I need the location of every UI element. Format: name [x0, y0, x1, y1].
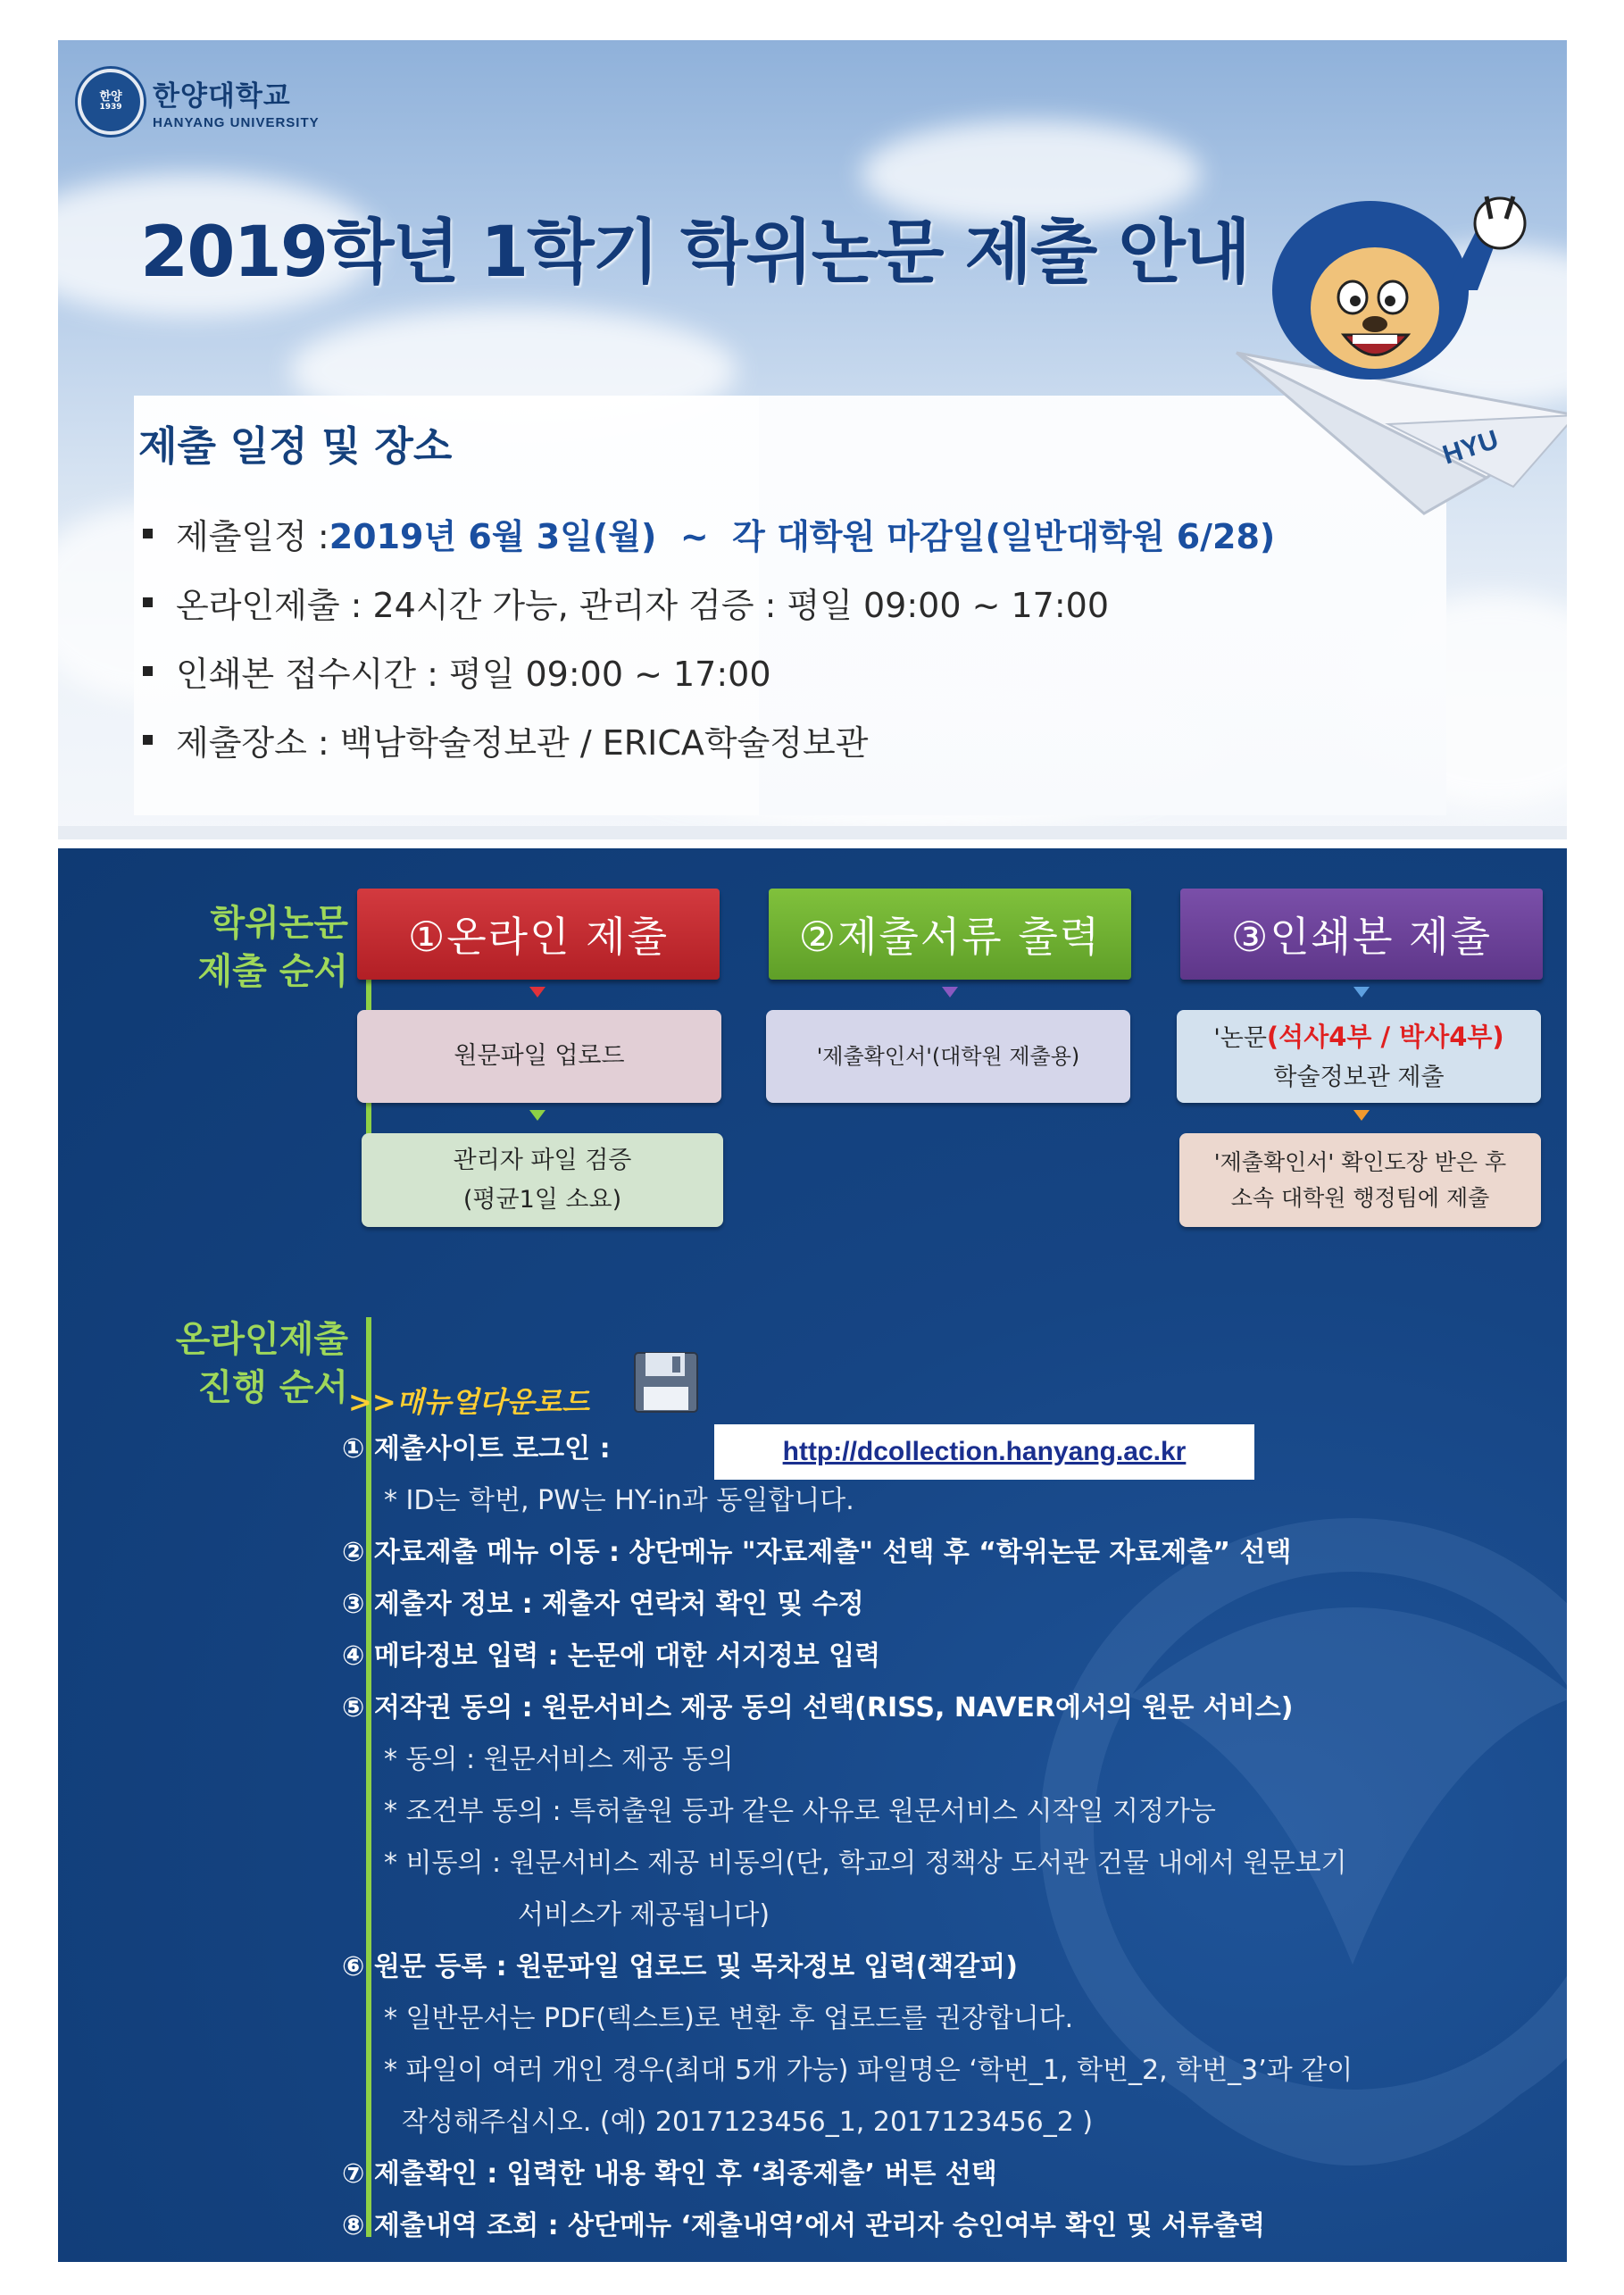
step-upload-box: 원문파일 업로드: [357, 1010, 721, 1103]
bullet-icon: [143, 735, 153, 745]
step-print-docs-header: ②제출서류 출력: [769, 889, 1131, 980]
online-step-note: * 일반문서는 PDF(텍스트)로 변환 후 업로드를 권장합니다.: [384, 2003, 1074, 2034]
online-step-line: ⑥ 원문 등록 : 원문파일 업로드 및 목차정보 입력(책갈피): [342, 1951, 1018, 1982]
logo-name-korean: 한양대학교: [153, 80, 291, 113]
online-step-note: * ID는 학번, PW는 HY-in과 동일합니다.: [384, 1485, 854, 1516]
dcollection-url-box[interactable]: [714, 1424, 1254, 1480]
lion-mascot-icon: [1219, 192, 1567, 531]
schedule-item-date: 제출일정 : 2019년 6월 3일(월) ~ 각 대학원 마감일(일반대학원 6/28): [143, 509, 1275, 558]
online-step-note: 작성해주십시오. (예) 2017123456_1, 2017123456_2 ): [402, 2107, 1094, 2138]
online-step-line: ③ 제출자 정보 : 제출자 연락처 확인 및 수정: [342, 1589, 864, 1620]
step-thesis-copies-box: '논문(석사4부 / 박사4부) 학술정보관 제출: [1177, 1010, 1541, 1103]
manual-download-link[interactable]: >>매뉴얼다운로드: [348, 1385, 590, 1419]
bullet-icon: [143, 597, 153, 607]
online-step-note: 서비스가 제공됩니다): [518, 1899, 770, 1931]
online-step-note: * 파일이 여러 개인 경우(최대 5개 가능) 파일명은 ‘학번_1, 학번_2, 학번_3’과 같이: [384, 2055, 1353, 2086]
seal-year: 1939: [99, 103, 122, 113]
online-step-line: ⑤ 저작권 동의 : 원문서비스 제공 동의 선택(RISS, NAVER에서의 원문 서비스): [342, 1692, 1294, 1723]
arrow-down-icon: [1353, 987, 1370, 997]
bullet-icon: [143, 666, 153, 676]
arrow-down-icon: [529, 1110, 545, 1121]
online-step-line: ① 제출사이트 로그인 :: [342, 1433, 611, 1465]
seal-text: 한양: [99, 89, 122, 104]
schedule-item-online: 온라인제출 : 24시간 가능, 관리자 검증 : 평일 09:00 ~ 17:00: [143, 578, 1109, 627]
step-stamp-box: '제출확인서' 확인도장 받은 후 소속 대학원 행정팀에 제출: [1179, 1133, 1541, 1227]
schedule-heading: 제출 일정 및 장소: [138, 422, 453, 470]
arrow-down-icon: [529, 987, 545, 997]
plane-text: HYU: [1438, 424, 1503, 471]
online-step-line: ② 자료제출 메뉴 이동 : 상단메뉴 "자료제출" 선택 후 “학위논문 자료제출” 선택: [342, 1537, 1292, 1568]
floppy-disk-icon[interactable]: [629, 1344, 703, 1417]
schedule-item-place: 제출장소 : 백남학술정보관 / ERICA학술정보관: [143, 715, 868, 764]
online-section-label: 온라인제출 진행 순서: [175, 1319, 348, 1408]
dcollection-link[interactable]: http://dcollection.hanyang.ac.kr: [782, 1437, 1187, 1466]
arrow-down-icon: [1353, 1110, 1370, 1121]
page-title: 2019학년 1학기 학위논문 제출 안내: [140, 213, 1250, 293]
university-seal-icon: [78, 69, 144, 135]
university-logo: [78, 69, 320, 135]
schedule-item-print: 인쇄본 접수시간 : 평일 09:00 ~ 17:00: [143, 647, 771, 696]
header-section: [58, 40, 1567, 839]
step-print-submit-header: ③인쇄본 제출: [1180, 889, 1543, 980]
online-step-line: ④ 메타정보 입력 : 논문에 대한 서지정보 입력: [342, 1640, 881, 1672]
step-online-submit-header: ①온라인 제출: [357, 889, 720, 980]
online-step-note: * 동의 : 원문서비스 제공 동의: [384, 1744, 734, 1775]
step-confirmation-box: '제출확인서'(대학원 제출용): [766, 1010, 1130, 1103]
logo-name-english: HANYANG UNIVERSITY: [153, 115, 320, 130]
order-section-label: 학위논문 제출 순서: [197, 903, 348, 992]
bullet-icon: [143, 529, 153, 538]
arrow-down-icon: [942, 987, 958, 997]
online-step-line: ⑧ 제출내역 조회 : 상단메뉴 ‘제출내역’에서 관리자 승인여부 확인 및 서류출력: [342, 2210, 1266, 2241]
online-step-note: * 비동의 : 원문서비스 제공 비동의(단, 학교의 정책상 도서관 건물 내에서 원문보기: [384, 1848, 1347, 1879]
online-step-note: * 조건부 동의 : 특허출원 등과 같은 사유로 원문서비스 시작일 지정가능: [384, 1796, 1216, 1827]
poster: [58, 40, 1567, 2262]
online-step-line: ⑦ 제출확인 : 입력한 내용 확인 후 ‘최종제출’ 버튼 선택: [342, 2158, 997, 2190]
step-verify-box: 관리자 파일 검증 (평균1일 소요): [362, 1133, 723, 1227]
